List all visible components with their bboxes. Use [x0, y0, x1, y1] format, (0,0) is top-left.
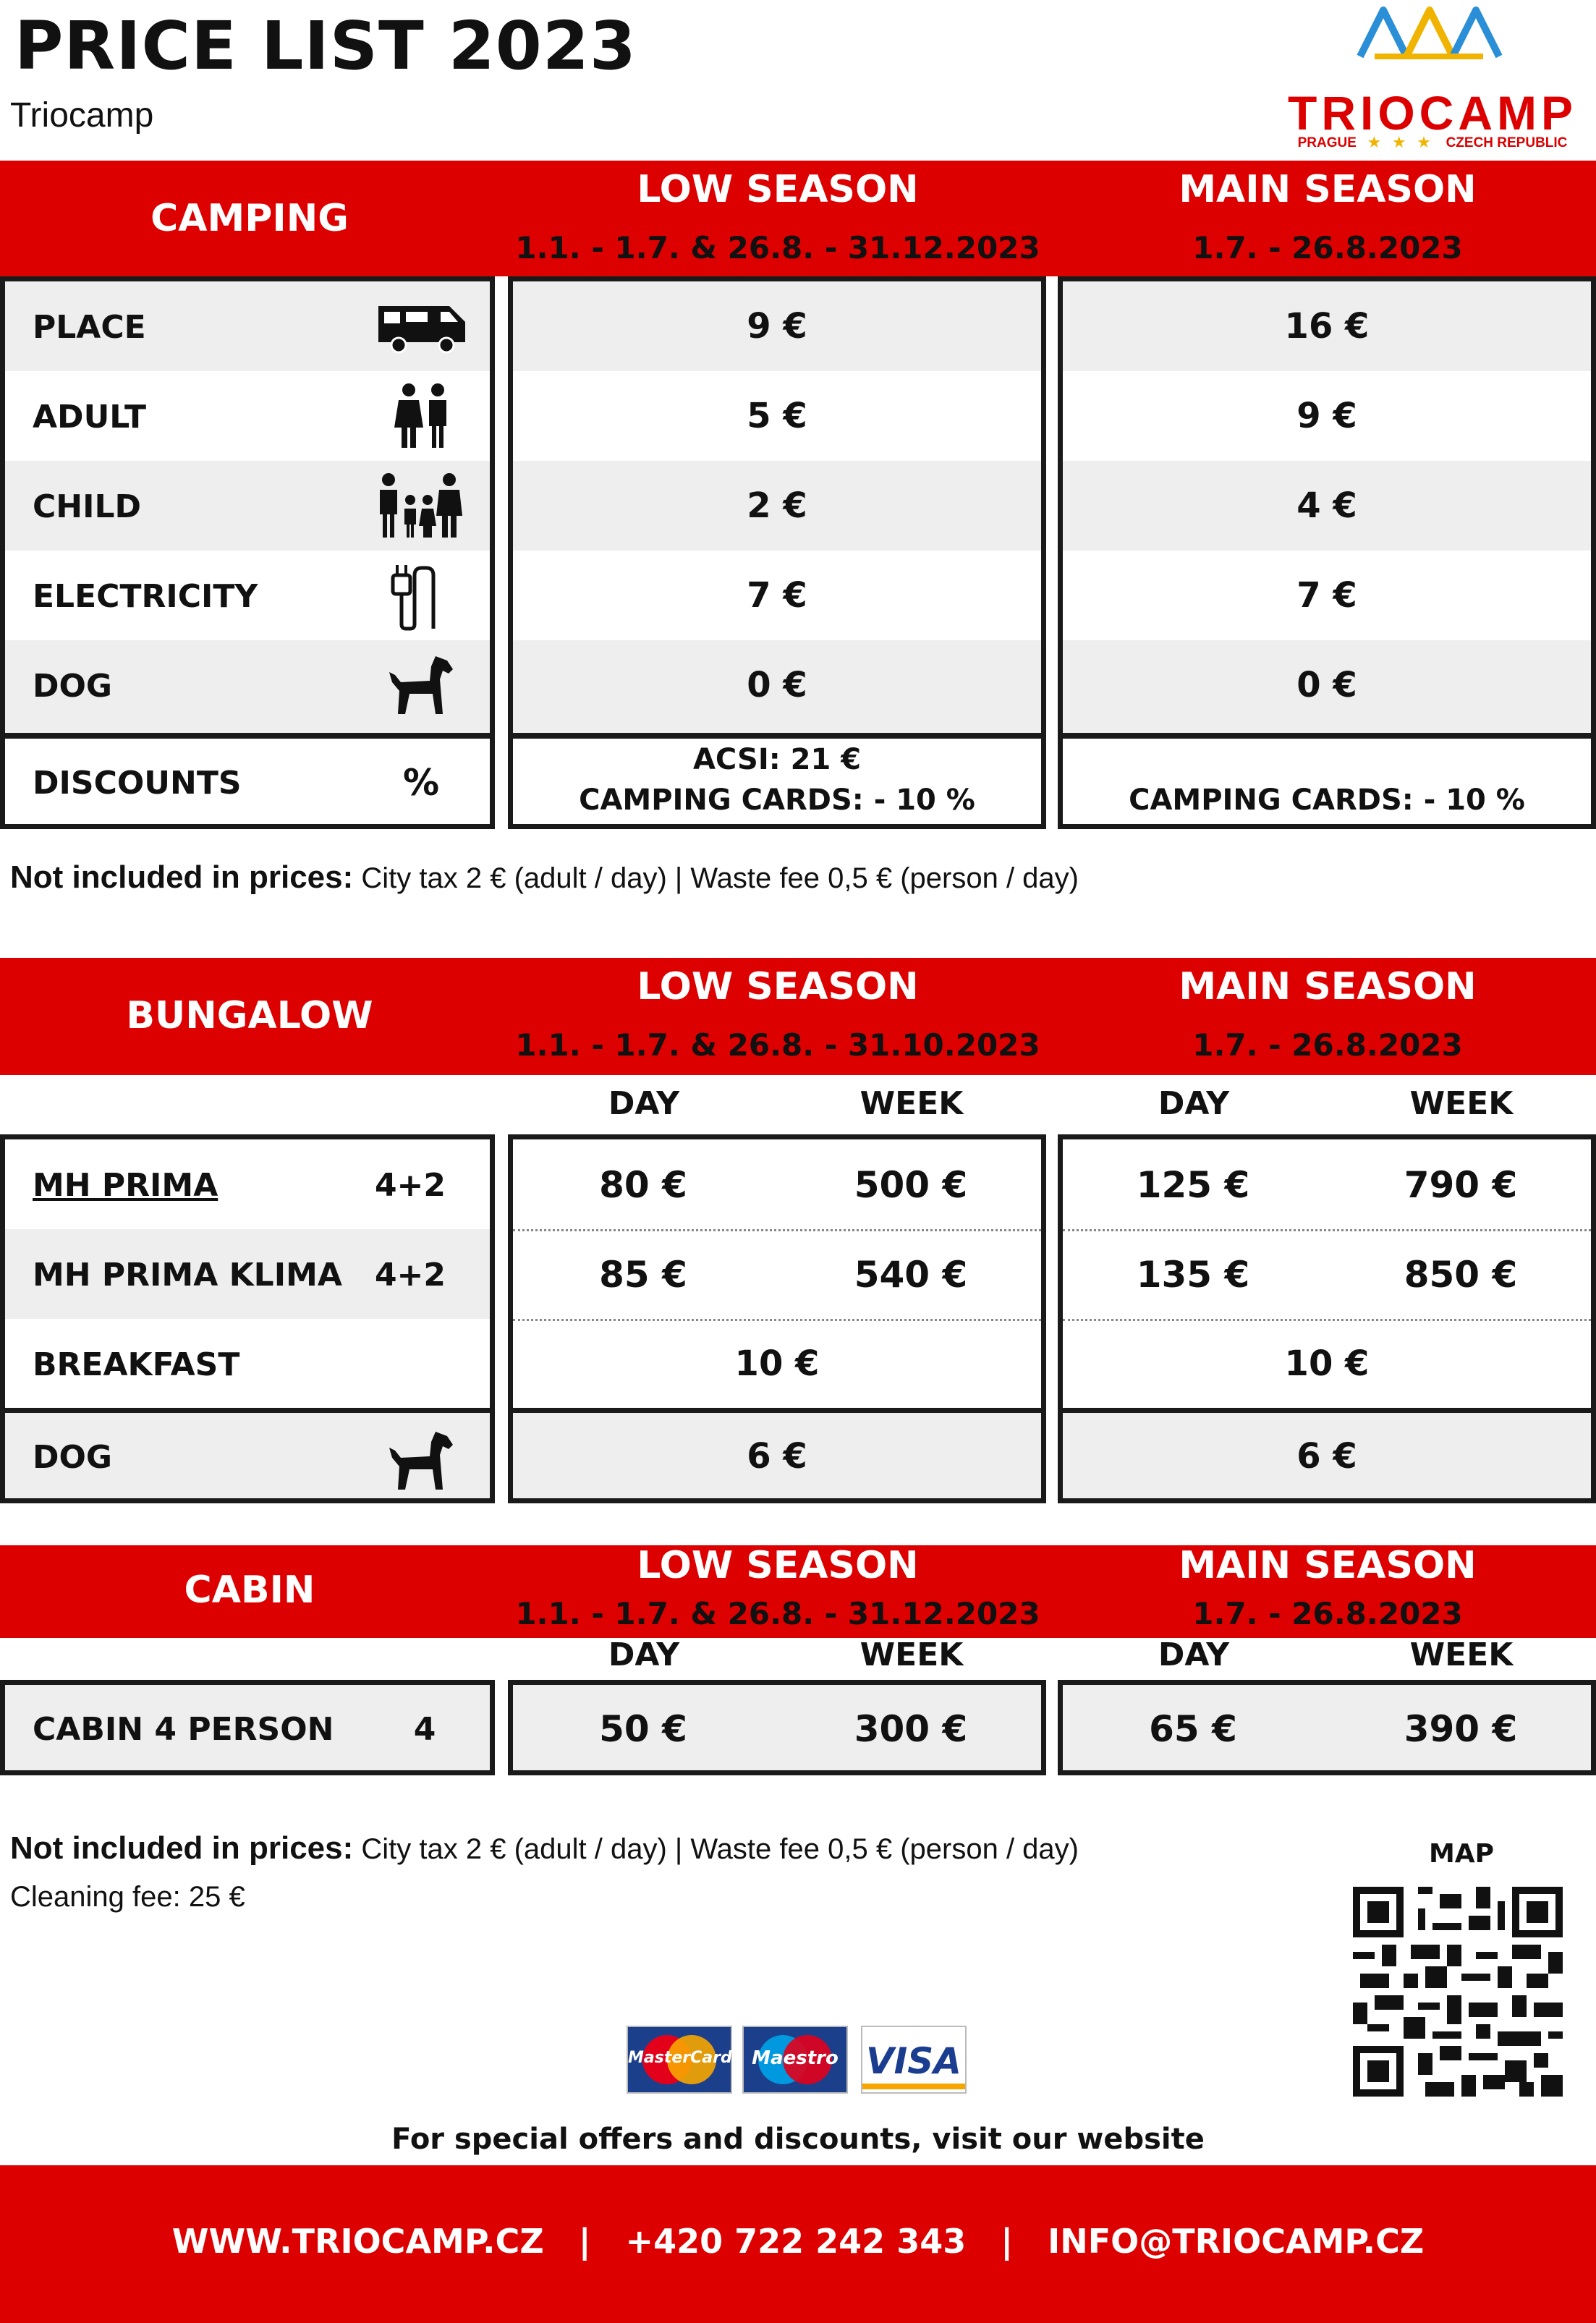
- camping-row-label: PLACE: [33, 309, 146, 346]
- cleaning-fee: Cleaning fee: 25 €: [10, 1881, 245, 1913]
- map-qr-code-icon[interactable]: [1353, 1887, 1563, 2097]
- row-divider: [513, 1319, 1041, 1321]
- discounts-label: DISCOUNTS: [33, 765, 242, 802]
- family-icon: [374, 471, 464, 540]
- camping-row: [5, 551, 490, 640]
- camping-main-season-dates: 1.7. - 26.8.2023: [1192, 230, 1463, 266]
- bungalow-low-day-price: 85 €: [599, 1254, 687, 1296]
- page-title: PRICE LIST 2023: [14, 7, 637, 85]
- cabin-low-week-header: WEEK: [859, 1636, 964, 1673]
- cabin-capacity: 4: [413, 1711, 436, 1748]
- bungalow-main-day-header: DAY: [1158, 1085, 1230, 1122]
- logo-subline: [1273, 135, 1592, 151]
- note-bold: Not included in prices:: [10, 1830, 354, 1866]
- cabin-not-included-note: [10, 1830, 1079, 1867]
- cabin-low-season-box: [508, 1680, 1046, 1775]
- bungalow-dog-main-price: 6 €: [1296, 1436, 1357, 1477]
- acsi-discount: ACSI: 21 €: [692, 743, 862, 776]
- camping-low-season-title: LOW SEASON: [637, 168, 919, 211]
- footer-band: [0, 2165, 1596, 2323]
- camping-low-price: 0 €: [747, 665, 807, 705]
- camping-main-price: 16 €: [1284, 306, 1370, 347]
- logo-stars: ★ ★ ★: [1367, 135, 1435, 150]
- cabin-row-label: CABIN 4 PERSON: [33, 1711, 334, 1748]
- cabin-header-label: CABIN: [184, 1568, 315, 1612]
- logo-country: CZECH REPUBLIC: [1446, 135, 1568, 150]
- cabin-main-week-header: WEEK: [1409, 1636, 1514, 1673]
- camping-main-price: 7 €: [1296, 575, 1357, 616]
- mh-prima-link[interactable]: MH PRIMA: [33, 1167, 218, 1204]
- bungalow-dog-box: [0, 1408, 495, 1503]
- camping-row-label: CHILD: [33, 488, 142, 525]
- cabin-main-day-header: DAY: [1158, 1636, 1230, 1673]
- dog-icon: [385, 650, 454, 720]
- bungalow-low-week-price: 540 €: [854, 1254, 968, 1296]
- logo-wordmark: TRIOCAMP: [1288, 86, 1577, 140]
- camping-main-price: 9 €: [1296, 396, 1357, 436]
- cabin-main-week-price: 390 €: [1404, 1708, 1518, 1750]
- bungalow-header-label: BUNGALOW: [126, 994, 373, 1037]
- caravan-icon: [374, 297, 468, 355]
- bungalow-main-day-price: 135 €: [1136, 1254, 1250, 1296]
- visa-logo: [861, 2026, 967, 2094]
- row-divider: [513, 1229, 1041, 1231]
- maestro-logo: [742, 2026, 848, 2094]
- bungalow-main-week-header: WEEK: [1409, 1085, 1514, 1122]
- bungalow-low-week-price: 500 €: [854, 1164, 968, 1206]
- bungalow-main-season-title: MAIN SEASON: [1179, 965, 1477, 1008]
- camping-low-season-dates: 1.1. - 1.7. & 26.8. - 31.12.2023: [515, 230, 1040, 266]
- mastercard-logo: [627, 2026, 732, 2094]
- camping-cards-discount-low: CAMPING CARDS: - 10 %: [579, 783, 975, 817]
- footer-contacts[interactable]: WWW.TRIOCAMP.CZ | +420 722 242 343 | INFO@TRIOCAMP.CZ: [171, 2222, 1425, 2261]
- camping-main-discounts-box: [1058, 734, 1596, 829]
- cabin-low-season-title: LOW SEASON: [637, 1544, 919, 1587]
- page-subtitle: Triocamp: [10, 96, 154, 135]
- map-label: MAP: [1428, 1839, 1495, 1869]
- row-divider: [1063, 1319, 1591, 1321]
- bungalow-main-season-dates: 1.7. - 26.8.2023: [1192, 1027, 1463, 1063]
- cabin-low-week-price: 300 €: [854, 1708, 968, 1750]
- cabin-low-day-price: 50 €: [599, 1708, 687, 1750]
- camping-low-price: 5 €: [747, 396, 807, 436]
- dog-icon: [385, 1426, 454, 1495]
- bungalow-dog-main-box: [1058, 1408, 1596, 1503]
- camping-row-label: ELECTRICITY: [33, 578, 258, 615]
- plug-icon: [389, 562, 446, 632]
- cabin-main-season-dates: 1.7. - 26.8.2023: [1192, 1596, 1463, 1631]
- percent-icon: %: [403, 762, 440, 804]
- camping-row: [5, 640, 490, 733]
- camping-labels-box: [0, 276, 495, 738]
- adults-icon: [389, 381, 458, 451]
- camping-low-price: 7 €: [747, 575, 807, 616]
- note-text: City tax 2 € (adult / day) | Waste fee 0,5 € (person / day): [353, 862, 1079, 894]
- camping-header-label: CAMPING: [150, 197, 349, 240]
- camping-low-price: 9 €: [747, 306, 807, 347]
- camping-low-discounts-box: [508, 734, 1046, 829]
- bungalow-capacity: 4+2: [374, 1167, 446, 1204]
- special-offers-text: For special offers and discounts, visit our website: [391, 2123, 1205, 2156]
- bungalow-low-season-box: [508, 1134, 1046, 1414]
- camping-low-price: 2 €: [747, 485, 807, 526]
- note-text: City tax 2 € (adult / day) | Waste fee 0,5 € (person / day): [353, 1833, 1079, 1865]
- visa-text: VISA: [865, 2040, 962, 2082]
- cabin-main-season-box: [1058, 1680, 1596, 1775]
- bungalow-row-label: MH PRIMA KLIMA: [33, 1257, 342, 1294]
- camping-cards-discount-main: CAMPING CARDS: - 10 %: [1129, 783, 1525, 817]
- bungalow-main-season-box: [1058, 1134, 1596, 1414]
- breakfast-main-price: 10 €: [1284, 1343, 1370, 1384]
- camping-row: [5, 461, 490, 551]
- camping-row: [5, 281, 490, 371]
- bungalow-main-day-price: 125 €: [1136, 1164, 1250, 1206]
- camping-row-label: ADULT: [33, 399, 147, 436]
- row-divider: [1063, 1229, 1591, 1231]
- cabin-low-day-header: DAY: [608, 1636, 680, 1673]
- visa-stripe: [862, 2084, 965, 2089]
- camping-main-season-title: MAIN SEASON: [1179, 168, 1477, 211]
- camping-row: [5, 371, 490, 461]
- logo-city: PRAGUE: [1297, 135, 1357, 150]
- note-bold: Not included in prices:: [10, 859, 354, 895]
- camping-low-season-box: [508, 276, 1046, 738]
- bungalow-main-week-price: 790 €: [1404, 1164, 1518, 1206]
- camping-discounts-box: [0, 734, 495, 829]
- bungalow-low-day-header: DAY: [608, 1085, 680, 1122]
- bungalow-capacity: 4+2: [374, 1257, 446, 1294]
- mastercard-text: MasterCard: [628, 2049, 732, 2067]
- bungalow-dog-low-box: [508, 1408, 1046, 1503]
- camping-row-label: DOG: [33, 668, 113, 705]
- bungalow-low-day-price: 80 €: [599, 1164, 687, 1206]
- breakfast-low-price: 10 €: [734, 1343, 820, 1384]
- cabin-label-box: [0, 1680, 495, 1775]
- camping-not-included-note: [10, 859, 1079, 896]
- bungalow-dog-low-price: 6 €: [747, 1436, 807, 1477]
- maestro-text: Maestro: [752, 2047, 839, 2069]
- bungalow-low-week-header: WEEK: [859, 1085, 964, 1122]
- camping-main-price: 0 €: [1296, 665, 1357, 705]
- bungalow-main-week-price: 850 €: [1404, 1254, 1518, 1296]
- bungalow-labels-box: [0, 1134, 495, 1414]
- camping-main-season-box: [1058, 276, 1596, 738]
- cabin-low-season-dates: 1.1. - 1.7. & 26.8. - 31.12.2023: [515, 1596, 1040, 1631]
- breakfast-label: BREAKFAST: [33, 1346, 240, 1383]
- bungalow-low-season-title: LOW SEASON: [637, 965, 919, 1008]
- camping-main-price: 4 €: [1296, 485, 1357, 526]
- bungalow-dog-label: DOG: [33, 1439, 113, 1476]
- cabin-main-day-price: 65 €: [1149, 1708, 1237, 1750]
- cabin-main-season-title: MAIN SEASON: [1179, 1544, 1477, 1587]
- bungalow-low-season-dates: 1.1. - 1.7. & 26.8. - 31.10.2023: [515, 1027, 1040, 1063]
